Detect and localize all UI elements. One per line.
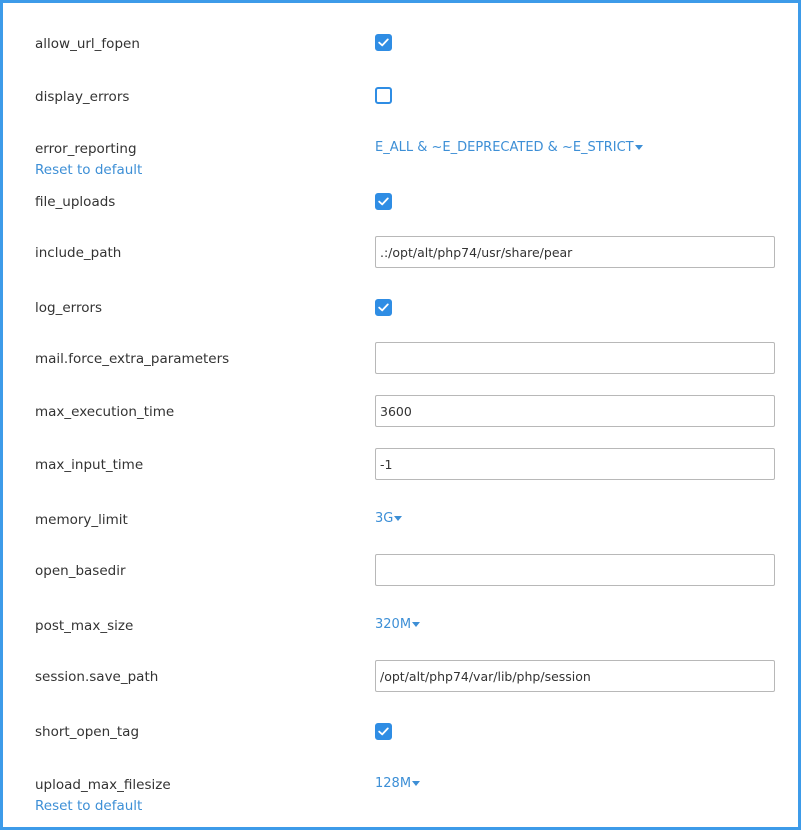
checkmark-icon [378, 37, 389, 48]
error-reporting-value: E_ALL & ~E_DEPRECATED & ~E_STRICT [375, 140, 634, 155]
open-basedir-label: open_basedir [35, 563, 126, 579]
caret-down-icon [412, 781, 420, 786]
max-execution-time-input[interactable] [375, 395, 775, 427]
include-path-label: include_path [35, 245, 122, 261]
checkmark-icon [378, 726, 389, 737]
display-errors-checkbox[interactable] [375, 87, 392, 104]
short-open-tag-label: short_open_tag [35, 724, 140, 740]
post-max-size-dropdown[interactable] [375, 617, 420, 632]
mail-force-extra-parameters-input[interactable] [375, 342, 775, 374]
upload-max-filesize-value: 128M [375, 776, 412, 791]
error-reporting-label: error_reporting [35, 141, 137, 157]
include-path-input[interactable] [375, 236, 775, 268]
upload-max-filesize-dropdown[interactable] [375, 776, 420, 791]
error-reporting-reset-link[interactable]: Reset to default [35, 162, 143, 178]
upload-max-filesize-label: upload_max_filesize [35, 777, 171, 793]
max-input-time-label: max_input_time [35, 457, 144, 473]
caret-down-icon [412, 622, 420, 627]
session-save-path-input[interactable] [375, 660, 775, 692]
memory-limit-dropdown[interactable] [375, 511, 402, 526]
open-basedir-input[interactable] [375, 554, 775, 586]
short-open-tag-checkbox[interactable] [375, 723, 392, 740]
allow-url-fopen-checkbox[interactable] [375, 34, 392, 51]
file-uploads-label: file_uploads [35, 194, 116, 210]
max-input-time-input[interactable] [375, 448, 775, 480]
session-save-path-label: session.save_path [35, 669, 159, 685]
upload-max-filesize-reset-link[interactable]: Reset to default [35, 798, 143, 814]
checkmark-icon [378, 196, 389, 207]
mail-force-extra-parameters-label: mail.force_extra_parameters [35, 351, 230, 367]
display-errors-label: display_errors [35, 89, 130, 105]
caret-down-icon [635, 145, 643, 150]
memory-limit-value: 3G [375, 511, 394, 526]
error-reporting-dropdown[interactable] [375, 140, 643, 155]
log-errors-checkbox[interactable] [375, 299, 392, 316]
file-uploads-checkbox[interactable] [375, 193, 392, 210]
memory-limit-label: memory_limit [35, 512, 128, 528]
log-errors-label: log_errors [35, 300, 103, 316]
checkmark-icon [378, 302, 389, 313]
post-max-size-value: 320M [375, 617, 412, 632]
post-max-size-label: post_max_size [35, 618, 134, 634]
allow-url-fopen-label: allow_url_fopen [35, 36, 140, 52]
caret-down-icon [394, 516, 402, 521]
max-execution-time-label: max_execution_time [35, 404, 175, 420]
